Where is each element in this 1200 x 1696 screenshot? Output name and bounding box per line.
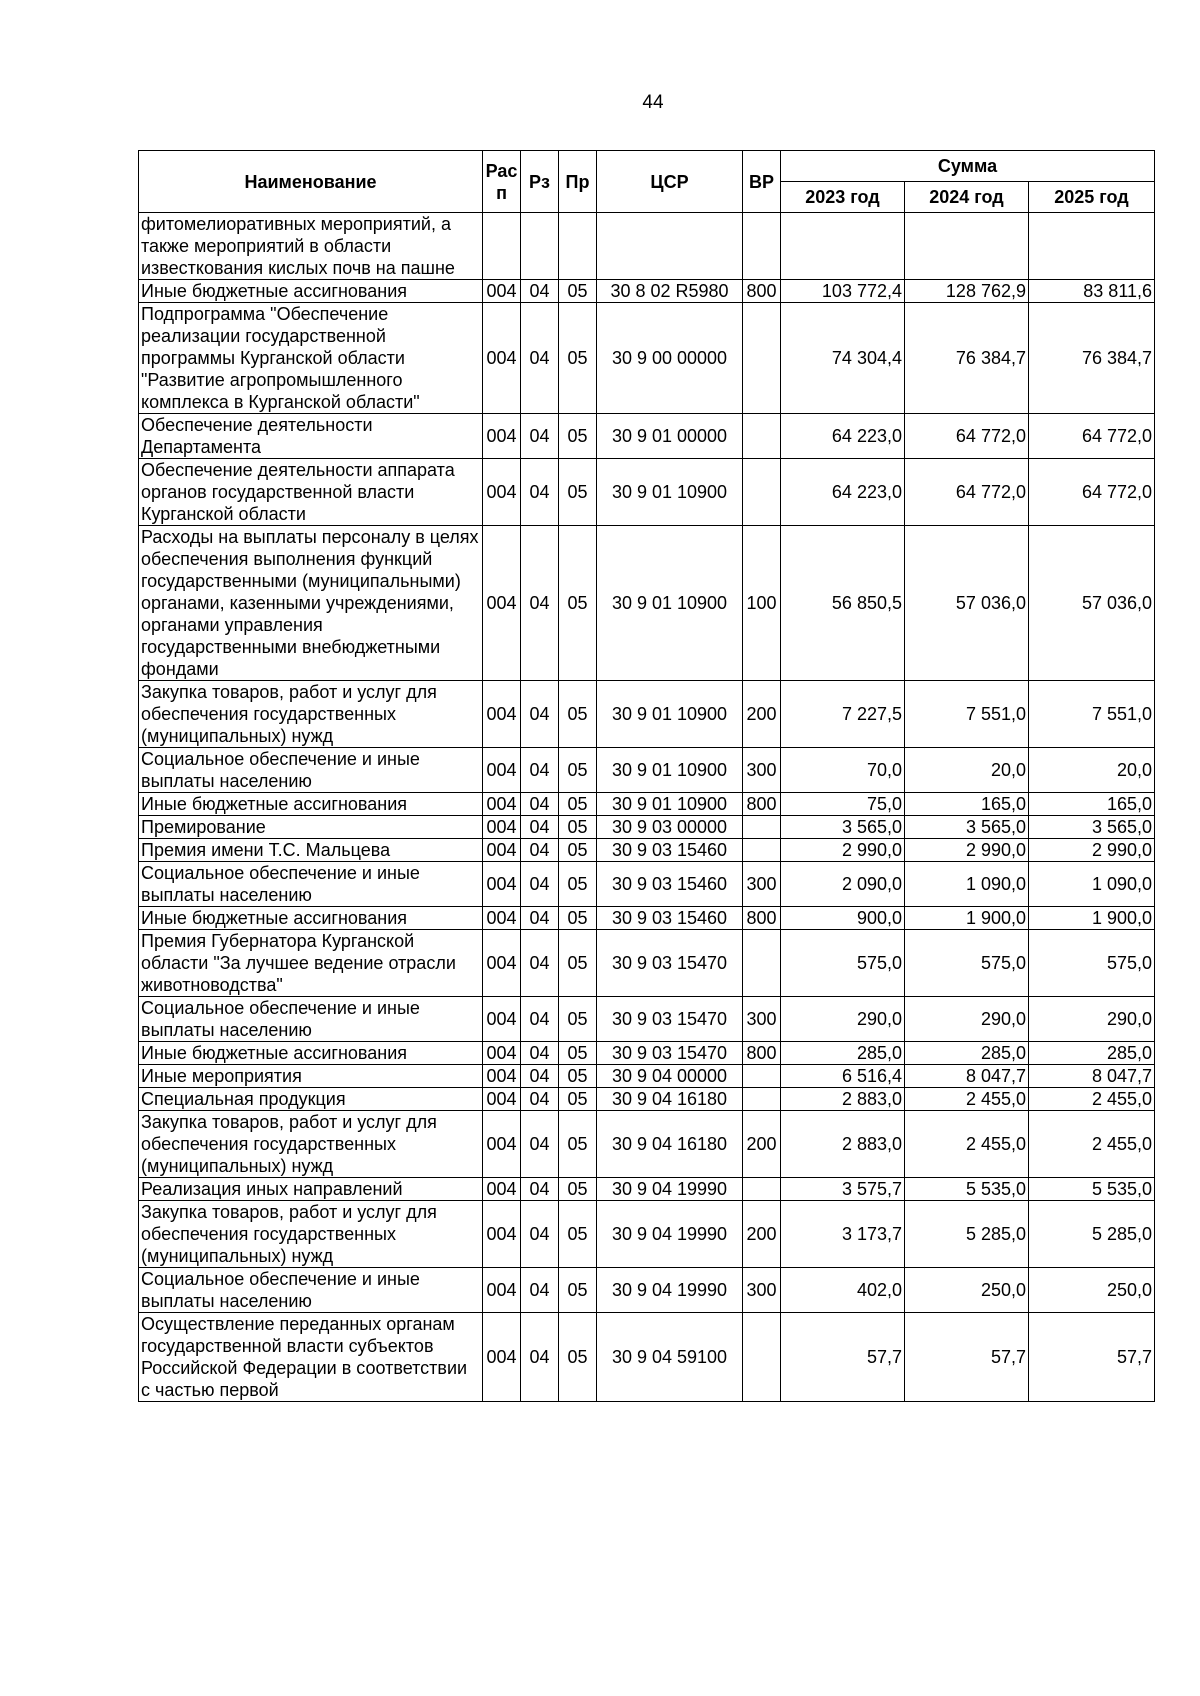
- row-rasp-cell: 004: [483, 526, 521, 681]
- row-rz-cell: 04: [521, 1178, 559, 1201]
- row-name-cell: Реализация иных направлений: [139, 1178, 483, 1201]
- row-pr-cell: 05: [559, 748, 597, 793]
- table-row: [139, 930, 1155, 997]
- table-body: [139, 213, 1155, 1402]
- row-amount-2023: 2 883,0: [781, 1111, 905, 1178]
- row-name-cell: Социальное обеспечение и иные выплаты населению: [139, 748, 483, 793]
- row-csr-cell: 30 9 03 15470: [597, 930, 743, 997]
- row-rz-cell: 04: [521, 930, 559, 997]
- budget-table: [138, 150, 1155, 1402]
- row-vr-cell: 800: [743, 280, 781, 303]
- row-rasp-cell: 004: [483, 839, 521, 862]
- row-amount-2023: 56 850,5: [781, 526, 905, 681]
- row-amount-2025: 2 455,0: [1029, 1088, 1155, 1111]
- row-rz-cell: 04: [521, 280, 559, 303]
- row-amount-2024: 1 090,0: [905, 862, 1029, 907]
- row-amount-2025: 5 285,0: [1029, 1201, 1155, 1268]
- row-name-cell: Социальное обеспечение и иные выплаты населению: [139, 862, 483, 907]
- row-amount-2023: 402,0: [781, 1268, 905, 1313]
- row-csr-cell: 30 9 01 10900: [597, 526, 743, 681]
- header-rz: Рз: [521, 151, 559, 213]
- row-amount-2023: 290,0: [781, 997, 905, 1042]
- row-amount-2023: 6 516,4: [781, 1065, 905, 1088]
- row-rasp-cell: 004: [483, 414, 521, 459]
- row-rz-cell: 04: [521, 1065, 559, 1088]
- header-name: Наименование: [139, 151, 483, 213]
- row-amount-2024: 57,7: [905, 1313, 1029, 1402]
- table-row: [139, 1065, 1155, 1088]
- row-pr-cell: 05: [559, 1111, 597, 1178]
- row-name-cell: Осуществление переданных органам государственной власти субъектов Российской Федерации в соответствии с частью первой: [139, 1313, 483, 1402]
- row-amount-2024: 57 036,0: [905, 526, 1029, 681]
- row-vr-cell: [743, 213, 781, 280]
- row-vr-cell: [743, 1178, 781, 1201]
- row-vr-cell: 300: [743, 748, 781, 793]
- header-pr: Пр: [559, 151, 597, 213]
- header-csr: ЦСР: [597, 151, 743, 213]
- row-amount-2024: 5 285,0: [905, 1201, 1029, 1268]
- row-amount-2025: 285,0: [1029, 1042, 1155, 1065]
- row-rasp-cell: 004: [483, 748, 521, 793]
- row-rz-cell: 04: [521, 414, 559, 459]
- row-amount-2023: 64 223,0: [781, 414, 905, 459]
- row-csr-cell: 30 9 01 10900: [597, 748, 743, 793]
- row-name-cell: Закупка товаров, работ и услуг для обеспечения государственных (муниципальных) нужд: [139, 1111, 483, 1178]
- row-rz-cell: 04: [521, 1088, 559, 1111]
- row-rasp-cell: 004: [483, 1088, 521, 1111]
- row-amount-2024: 2 455,0: [905, 1111, 1029, 1178]
- row-amount-2025: 57 036,0: [1029, 526, 1155, 681]
- row-csr-cell: 30 9 03 15460: [597, 907, 743, 930]
- row-vr-cell: 200: [743, 1111, 781, 1178]
- row-rasp-cell: 004: [483, 793, 521, 816]
- row-amount-2023: 3 173,7: [781, 1201, 905, 1268]
- row-vr-cell: [743, 839, 781, 862]
- row-amount-2024: 575,0: [905, 930, 1029, 997]
- row-pr-cell: 05: [559, 839, 597, 862]
- row-amount-2024: 2 990,0: [905, 839, 1029, 862]
- row-pr-cell: 05: [559, 1065, 597, 1088]
- row-vr-cell: [743, 1313, 781, 1402]
- row-csr-cell: 30 9 01 10900: [597, 459, 743, 526]
- row-amount-2023: 75,0: [781, 793, 905, 816]
- row-amount-2023: 103 772,4: [781, 280, 905, 303]
- row-amount-2025: 57,7: [1029, 1313, 1155, 1402]
- row-csr-cell: 30 9 04 19990: [597, 1268, 743, 1313]
- row-vr-cell: 800: [743, 907, 781, 930]
- row-vr-cell: 100: [743, 526, 781, 681]
- row-rasp-cell: 004: [483, 459, 521, 526]
- row-rasp-cell: 004: [483, 681, 521, 748]
- row-name-cell: Социальное обеспечение и иные выплаты населению: [139, 1268, 483, 1313]
- table-row: [139, 1201, 1155, 1268]
- row-name-cell: Закупка товаров, работ и услуг для обеспечения государственных (муниципальных) нужд: [139, 681, 483, 748]
- row-amount-2023: 64 223,0: [781, 459, 905, 526]
- row-rasp-cell: 004: [483, 1065, 521, 1088]
- row-amount-2024: 165,0: [905, 793, 1029, 816]
- row-amount-2023: 3 575,7: [781, 1178, 905, 1201]
- row-amount-2023: 900,0: [781, 907, 905, 930]
- row-csr-cell: 30 9 04 16180: [597, 1088, 743, 1111]
- header-year-2025: 2025 год: [1029, 182, 1155, 213]
- row-vr-cell: 800: [743, 793, 781, 816]
- row-rasp-cell: 004: [483, 997, 521, 1042]
- row-name-cell: Премия имени Т.С. Мальцева: [139, 839, 483, 862]
- row-rz-cell: [521, 213, 559, 280]
- row-name-cell: Иные бюджетные ассигнования: [139, 907, 483, 930]
- row-amount-2025: 64 772,0: [1029, 414, 1155, 459]
- row-pr-cell: 05: [559, 303, 597, 414]
- row-amount-2025: 165,0: [1029, 793, 1155, 816]
- row-vr-cell: [743, 303, 781, 414]
- row-amount-2024: 1 900,0: [905, 907, 1029, 930]
- row-amount-2025: 64 772,0: [1029, 459, 1155, 526]
- row-rz-cell: 04: [521, 526, 559, 681]
- row-pr-cell: 05: [559, 907, 597, 930]
- row-vr-cell: [743, 816, 781, 839]
- row-amount-2024: 285,0: [905, 1042, 1029, 1065]
- row-amount-2024: 64 772,0: [905, 414, 1029, 459]
- row-pr-cell: 05: [559, 930, 597, 997]
- table-row: [139, 1111, 1155, 1178]
- row-vr-cell: [743, 930, 781, 997]
- row-pr-cell: 05: [559, 1042, 597, 1065]
- row-pr-cell: 05: [559, 1268, 597, 1313]
- row-rasp-cell: 004: [483, 1178, 521, 1201]
- table-row: [139, 1088, 1155, 1111]
- row-rz-cell: 04: [521, 1111, 559, 1178]
- table-row: [139, 839, 1155, 862]
- row-amount-2024: 2 455,0: [905, 1088, 1029, 1111]
- row-vr-cell: [743, 1088, 781, 1111]
- row-pr-cell: 05: [559, 793, 597, 816]
- row-pr-cell: [559, 213, 597, 280]
- row-csr-cell: 30 9 03 15460: [597, 839, 743, 862]
- table-row: [139, 681, 1155, 748]
- row-csr-cell: 30 9 01 10900: [597, 681, 743, 748]
- row-amount-2025: 1 090,0: [1029, 862, 1155, 907]
- row-rasp-cell: 004: [483, 1111, 521, 1178]
- row-amount-2025: 8 047,7: [1029, 1065, 1155, 1088]
- row-csr-cell: 30 9 03 00000: [597, 816, 743, 839]
- row-pr-cell: 05: [559, 280, 597, 303]
- row-rz-cell: 04: [521, 1313, 559, 1402]
- row-csr-cell: 30 9 04 59100: [597, 1313, 743, 1402]
- row-rz-cell: 04: [521, 1042, 559, 1065]
- row-name-cell: Обеспечение деятельности Департамента: [139, 414, 483, 459]
- row-amount-2024: 20,0: [905, 748, 1029, 793]
- row-name-cell: Социальное обеспечение и иные выплаты населению: [139, 997, 483, 1042]
- row-rasp-cell: 004: [483, 280, 521, 303]
- row-amount-2025: 5 535,0: [1029, 1178, 1155, 1201]
- row-amount-2025: 575,0: [1029, 930, 1155, 997]
- row-rz-cell: 04: [521, 997, 559, 1042]
- row-amount-2023: 70,0: [781, 748, 905, 793]
- row-amount-2025: 1 900,0: [1029, 907, 1155, 930]
- row-amount-2023: [781, 213, 905, 280]
- row-csr-cell: 30 9 01 00000: [597, 414, 743, 459]
- header-sum: Сумма: [781, 151, 1155, 182]
- row-rz-cell: 04: [521, 793, 559, 816]
- row-csr-cell: [597, 213, 743, 280]
- table-row: [139, 1042, 1155, 1065]
- row-amount-2024: 64 772,0: [905, 459, 1029, 526]
- table-row: [139, 816, 1155, 839]
- row-amount-2025: 2 990,0: [1029, 839, 1155, 862]
- row-amount-2023: 2 990,0: [781, 839, 905, 862]
- table-row: [139, 280, 1155, 303]
- row-amount-2024: [905, 213, 1029, 280]
- row-amount-2025: 3 565,0: [1029, 816, 1155, 839]
- row-amount-2024: 7 551,0: [905, 681, 1029, 748]
- row-rz-cell: 04: [521, 907, 559, 930]
- row-vr-cell: 200: [743, 1201, 781, 1268]
- row-name-cell: Подпрограмма "Обеспечение реализации государственной программы Курганской области "Развитие агропромышленного комплекса в Курганской области": [139, 303, 483, 414]
- row-amount-2023: 74 304,4: [781, 303, 905, 414]
- row-name-cell: Расходы на выплаты персоналу в целях обеспечения выполнения функций государственными (муниципальными) органами, казенными учреждениями, органами управления государственными внебюджетными фондами: [139, 526, 483, 681]
- row-pr-cell: 05: [559, 862, 597, 907]
- row-rz-cell: 04: [521, 748, 559, 793]
- header-vr: ВР: [743, 151, 781, 213]
- row-vr-cell: 800: [743, 1042, 781, 1065]
- row-amount-2025: 20,0: [1029, 748, 1155, 793]
- row-rz-cell: 04: [521, 681, 559, 748]
- table-row: [139, 1178, 1155, 1201]
- table-row: [139, 793, 1155, 816]
- row-pr-cell: 05: [559, 526, 597, 681]
- table-row: [139, 997, 1155, 1042]
- row-vr-cell: [743, 1065, 781, 1088]
- table-row: [139, 459, 1155, 526]
- row-amount-2025: 250,0: [1029, 1268, 1155, 1313]
- page-number: 44: [642, 92, 664, 113]
- row-pr-cell: 05: [559, 1201, 597, 1268]
- row-amount-2024: 76 384,7: [905, 303, 1029, 414]
- row-csr-cell: 30 9 03 15460: [597, 862, 743, 907]
- row-name-cell: Иные мероприятия: [139, 1065, 483, 1088]
- row-vr-cell: 300: [743, 1268, 781, 1313]
- row-name-cell: Специальная продукция: [139, 1088, 483, 1111]
- row-pr-cell: 05: [559, 414, 597, 459]
- row-name-cell: фитомелиоративных мероприятий, а также мероприятий в области известкования кислых почв на пашне: [139, 213, 483, 280]
- table-row: [139, 526, 1155, 681]
- header-year-2024: 2024 год: [905, 182, 1029, 213]
- row-rasp-cell: 004: [483, 862, 521, 907]
- row-rasp-cell: 004: [483, 930, 521, 997]
- row-csr-cell: 30 9 04 16180: [597, 1111, 743, 1178]
- row-vr-cell: 200: [743, 681, 781, 748]
- row-amount-2023: 285,0: [781, 1042, 905, 1065]
- row-amount-2024: 3 565,0: [905, 816, 1029, 839]
- row-csr-cell: 30 9 03 15470: [597, 997, 743, 1042]
- row-csr-cell: 30 9 04 19990: [597, 1178, 743, 1201]
- table-row: [139, 1268, 1155, 1313]
- table-row: [139, 748, 1155, 793]
- row-csr-cell: 30 9 04 19990: [597, 1201, 743, 1268]
- row-amount-2025: 7 551,0: [1029, 681, 1155, 748]
- row-amount-2023: 2 090,0: [781, 862, 905, 907]
- row-rz-cell: 04: [521, 303, 559, 414]
- row-name-cell: Иные бюджетные ассигнования: [139, 280, 483, 303]
- row-name-cell: Премирование: [139, 816, 483, 839]
- row-pr-cell: 05: [559, 1313, 597, 1402]
- row-rz-cell: 04: [521, 839, 559, 862]
- row-amount-2025: 290,0: [1029, 997, 1155, 1042]
- row-amount-2023: 3 565,0: [781, 816, 905, 839]
- table-row: [139, 414, 1155, 459]
- header-rasp: Рас п: [483, 151, 521, 213]
- row-amount-2024: 250,0: [905, 1268, 1029, 1313]
- row-name-cell: Иные бюджетные ассигнования: [139, 1042, 483, 1065]
- row-amount-2025: 83 811,6: [1029, 280, 1155, 303]
- row-csr-cell: 30 9 04 00000: [597, 1065, 743, 1088]
- row-rz-cell: 04: [521, 1268, 559, 1313]
- row-amount-2025: 76 384,7: [1029, 303, 1155, 414]
- row-rasp-cell: 004: [483, 1042, 521, 1065]
- row-rz-cell: 04: [521, 1201, 559, 1268]
- row-pr-cell: 05: [559, 816, 597, 839]
- row-name-cell: Иные бюджетные ассигнования: [139, 793, 483, 816]
- row-rz-cell: 04: [521, 459, 559, 526]
- table-row: [139, 907, 1155, 930]
- row-amount-2023: 7 227,5: [781, 681, 905, 748]
- row-rasp-cell: 004: [483, 303, 521, 414]
- row-rasp-cell: 004: [483, 1313, 521, 1402]
- row-csr-cell: 30 9 03 15470: [597, 1042, 743, 1065]
- row-amount-2025: 2 455,0: [1029, 1111, 1155, 1178]
- row-csr-cell: 30 8 02 R5980: [597, 280, 743, 303]
- row-amount-2024: 5 535,0: [905, 1178, 1029, 1201]
- header-row: [139, 151, 1155, 182]
- row-csr-cell: 30 9 01 10900: [597, 793, 743, 816]
- row-name-cell: Премия Губернатора Курганской области "За лучшее ведение отрасли животноводства": [139, 930, 483, 997]
- row-pr-cell: 05: [559, 1178, 597, 1201]
- row-rasp-cell: 004: [483, 1268, 521, 1313]
- row-rasp-cell: 004: [483, 907, 521, 930]
- row-rz-cell: 04: [521, 862, 559, 907]
- row-amount-2025: [1029, 213, 1155, 280]
- row-rz-cell: 04: [521, 816, 559, 839]
- row-pr-cell: 05: [559, 681, 597, 748]
- header-year-2023: 2023 год: [781, 182, 905, 213]
- table-row: [139, 1313, 1155, 1402]
- row-name-cell: Обеспечение деятельности аппарата органов государственной власти Курганской области: [139, 459, 483, 526]
- row-rasp-cell: [483, 213, 521, 280]
- row-rasp-cell: 004: [483, 816, 521, 839]
- table-row: [139, 862, 1155, 907]
- row-amount-2024: 290,0: [905, 997, 1029, 1042]
- table-row: [139, 213, 1155, 280]
- row-vr-cell: 300: [743, 862, 781, 907]
- row-pr-cell: 05: [559, 1088, 597, 1111]
- row-amount-2024: 128 762,9: [905, 280, 1029, 303]
- row-amount-2024: 8 047,7: [905, 1065, 1029, 1088]
- row-amount-2023: 2 883,0: [781, 1088, 905, 1111]
- row-vr-cell: 300: [743, 997, 781, 1042]
- row-pr-cell: 05: [559, 459, 597, 526]
- row-amount-2023: 575,0: [781, 930, 905, 997]
- row-rasp-cell: 004: [483, 1201, 521, 1268]
- row-csr-cell: 30 9 00 00000: [597, 303, 743, 414]
- row-pr-cell: 05: [559, 997, 597, 1042]
- row-vr-cell: [743, 414, 781, 459]
- table-row: [139, 303, 1155, 414]
- row-name-cell: Закупка товаров, работ и услуг для обеспечения государственных (муниципальных) нужд: [139, 1201, 483, 1268]
- row-amount-2023: 57,7: [781, 1313, 905, 1402]
- row-vr-cell: [743, 459, 781, 526]
